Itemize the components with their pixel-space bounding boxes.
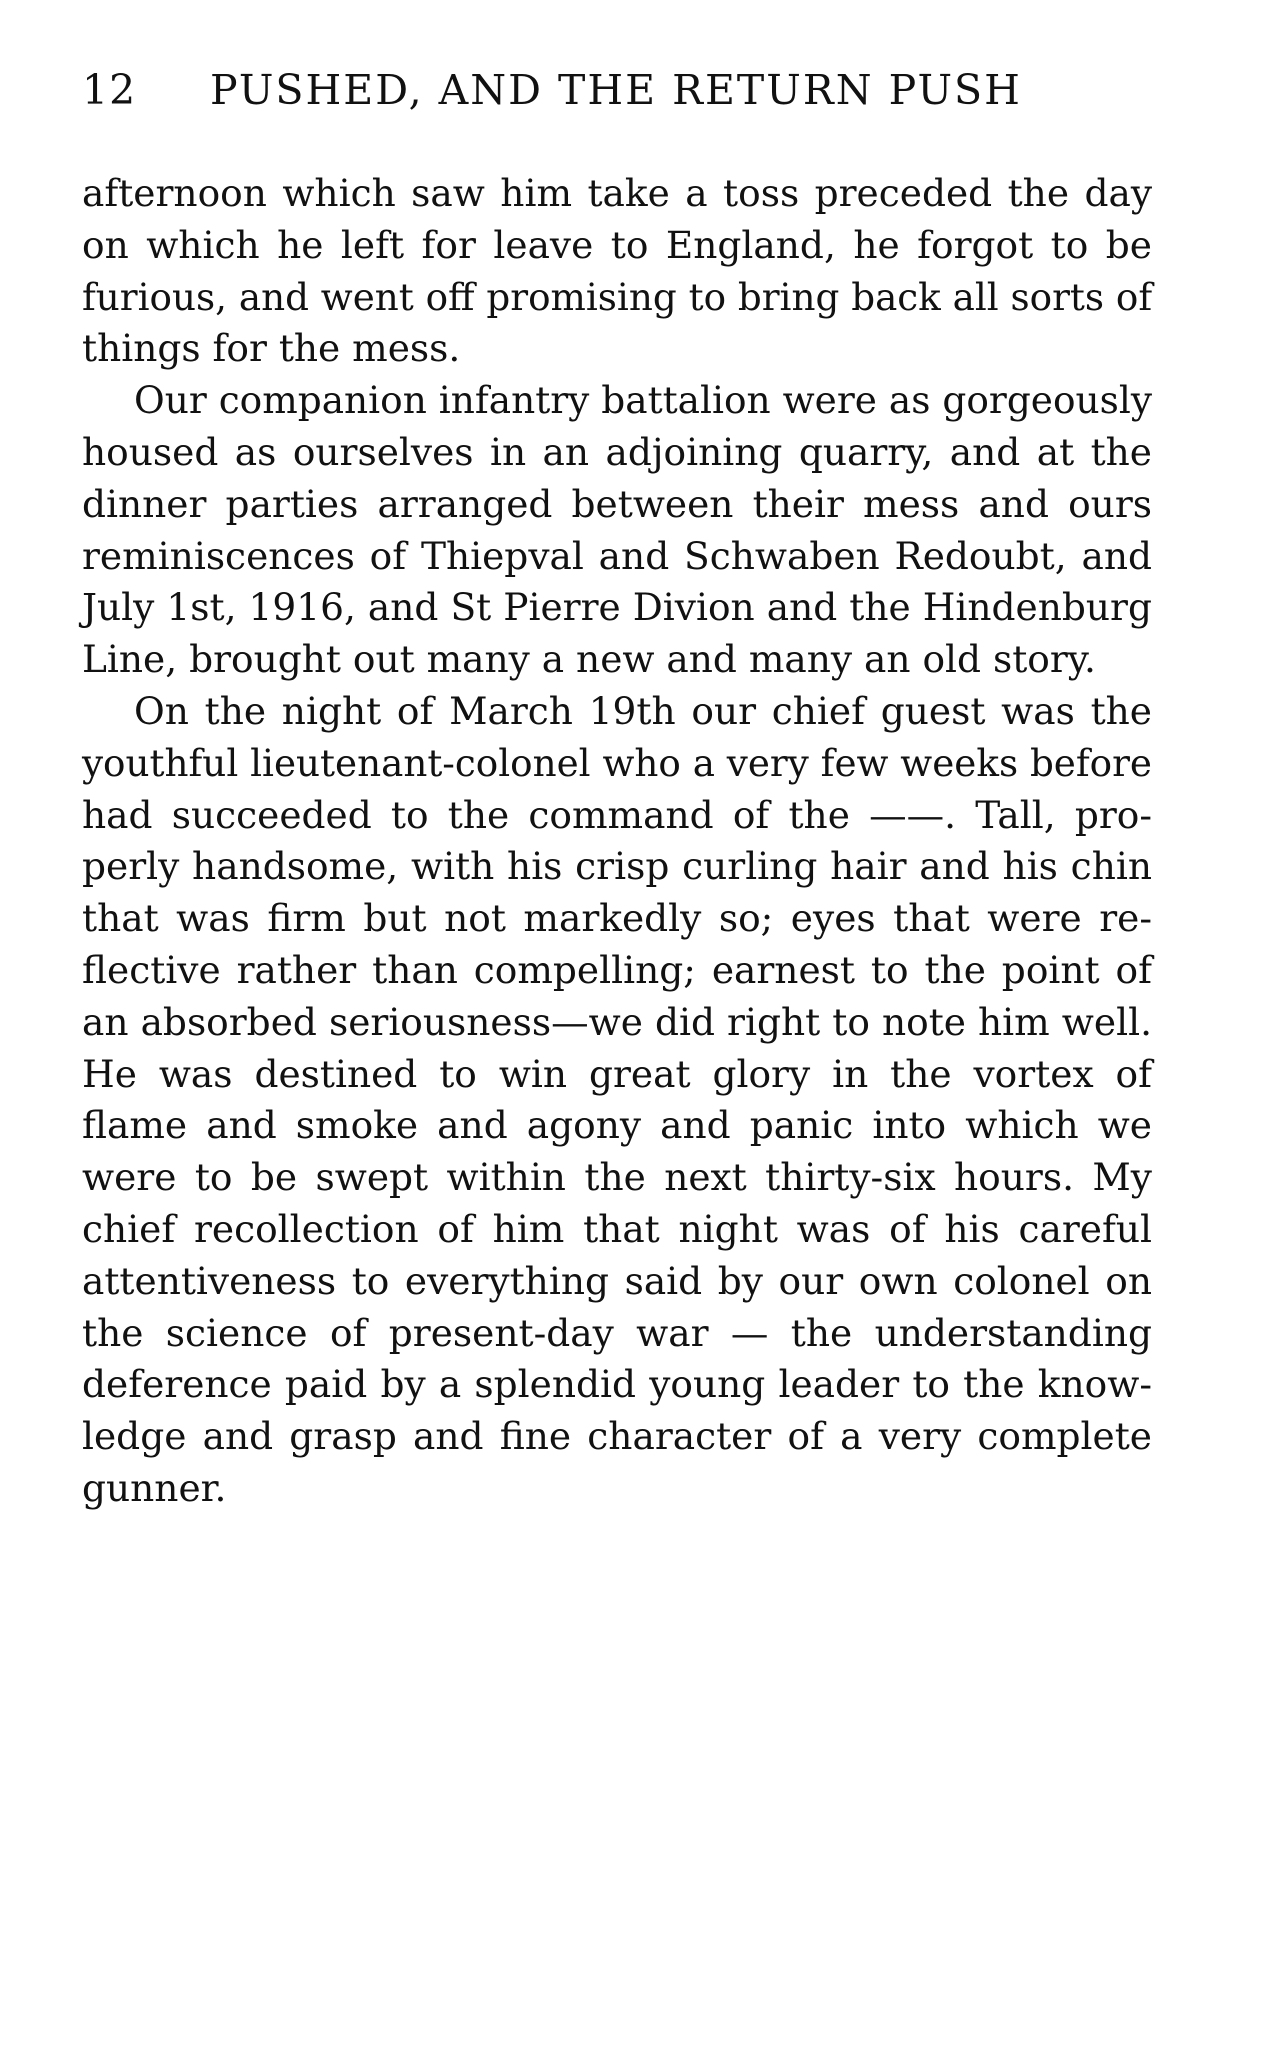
text-line: were to be swept within the next thirty-six hours. My <box>82 1155 1152 1200</box>
paragraph-3 <box>82 686 1152 1515</box>
text-line: deference paid by a splendid young leader to the know- <box>82 1362 1152 1407</box>
text-line: Line, brought out many a new and many an old story. <box>82 637 1096 682</box>
text-line: chief recollection of him that night was of his careful <box>82 1206 1152 1251</box>
text-line: that was firm but not markedly so; eyes that were re- <box>82 896 1152 941</box>
text-line: flame and smoke and agony and panic into which we <box>82 1103 1152 1148</box>
text-line: On the night of March 19th our chief guest was the <box>134 688 1152 733</box>
text-line: housed as ourselves in an adjoining quarry, and at the <box>82 429 1152 474</box>
text-line: July 1st, 1916, and St Pierre Divion and the Hindenburg <box>82 585 1152 630</box>
text-line: flective rather than compelling; earnest to the point of <box>82 947 1152 992</box>
text-line: He was destined to win great glory in the vortex of <box>82 1051 1152 1096</box>
text-line: afternoon which saw him take a toss preceded the day <box>82 171 1152 215</box>
text-line: had succeeded to the command of the ——. Tall, pro- <box>82 792 1152 837</box>
text-line: furious, and went off promising to bring back all sorts of <box>82 274 1153 319</box>
text-line: the science of present-day war — the understanding <box>82 1310 1152 1355</box>
text-line: on which he left for leave to England, he forgot to be <box>82 222 1152 267</box>
text-line: an absorbed seriousness—we did right to note him well. <box>82 999 1152 1044</box>
text-line: youthful lieutenant-colonel who a very few weeks before <box>82 740 1152 785</box>
text-line: ledge and grasp and fine character of a very complete <box>82 1414 1152 1459</box>
text-line: gunner. <box>82 1465 227 1510</box>
page-number: 12 <box>82 66 137 114</box>
body-text <box>82 168 1152 1515</box>
paragraph-1 <box>82 168 1152 375</box>
text-line: attentiveness to everything said by our own colonel on <box>82 1258 1152 1303</box>
text-line: Our companion infantry battalion were as gorgeously <box>134 378 1152 423</box>
text-line: perly handsome, with his crisp curling hair and his chin <box>82 844 1152 889</box>
text-line: reminiscences of Thiepval and Schwaben Redoubt, and <box>82 533 1152 578</box>
text-line: dinner parties arranged between their mess and ours <box>82 481 1152 526</box>
text-line: things for the mess. <box>82 326 461 371</box>
running-title: PUSHED, AND THE RETURN PUSH <box>210 66 1022 114</box>
running-header <box>82 66 1172 126</box>
paragraph-2 <box>82 375 1152 686</box>
